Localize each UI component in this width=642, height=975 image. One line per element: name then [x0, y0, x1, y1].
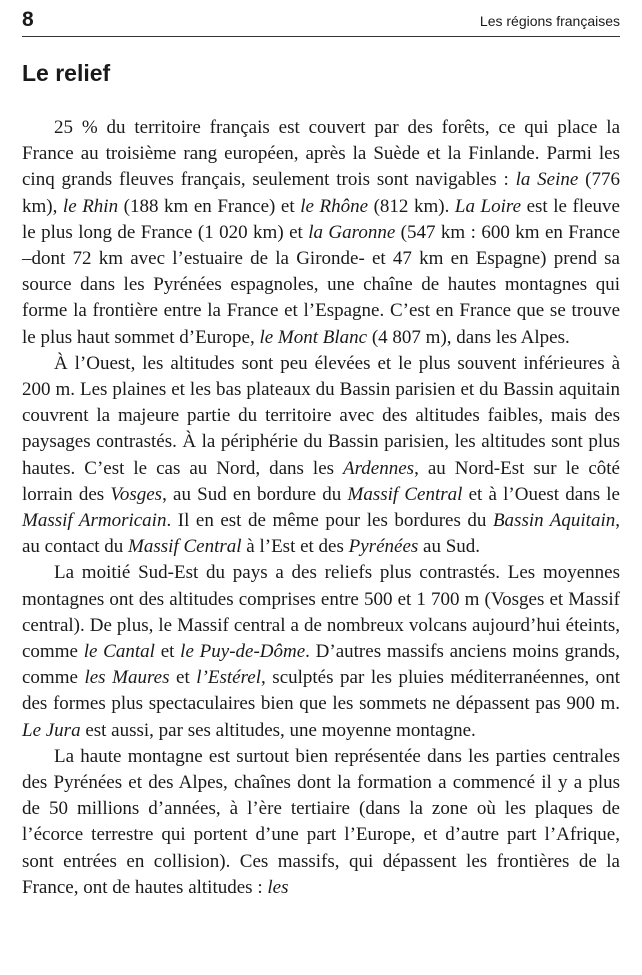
italic-term: le Cantal [83, 641, 155, 663]
italic-term: la Garonne [308, 221, 396, 243]
italic-term: Pyrénées [348, 536, 419, 558]
page-number: 8 [22, 8, 34, 31]
italic-term: Massif Central [128, 536, 242, 558]
text-run: (188 km en France) et [118, 195, 301, 217]
text-run: est le fleuve le plus long de France (1 020 km) et [22, 195, 620, 243]
text-run: , au Nord-Est sur le côté lorrain des [22, 457, 620, 505]
text-run: , au Sud en bordure du [162, 483, 348, 505]
running-header [22, 6, 620, 37]
running-title: Les régions françaises [479, 13, 620, 29]
text-run: et à l’Ouest dans le [462, 483, 620, 505]
text-run: 25 % du territoire français est couvert par des forêts, ce qui place la France au troisième rang européen, après la Suède et la Finlande. Parmi les cinq grands fleuves français, seulement trois sont navigables : [22, 117, 620, 191]
text-run: (4 807 m), dans les Alpes. [367, 326, 570, 348]
text-run: (776 km), [22, 169, 620, 217]
text-run: à l’Est et des [241, 536, 349, 558]
text-run: (812 km). [368, 195, 455, 217]
italic-term: l’Estérel [196, 667, 261, 689]
italic-term: Ardennes [343, 457, 415, 479]
italic-term: Le Jura [22, 719, 81, 741]
italic-term: Massif Armoricain [22, 510, 167, 532]
italic-term: La Loire [454, 195, 522, 217]
text-run: . D’autres massifs anciens moins grands, comme [22, 641, 620, 689]
italic-term: Bassin Aquitain [492, 510, 616, 532]
italic-term: Vosges [110, 483, 163, 505]
text-run: est aussi, par ses altitudes, une moyenne montagne. [80, 719, 476, 741]
italic-term: la Seine [515, 169, 579, 191]
text-run: et [154, 641, 181, 663]
section-title: Le relief [22, 60, 111, 86]
paragraph-3 [22, 560, 620, 743]
text-run: , au contact du [22, 510, 620, 558]
paragraph-4 [22, 744, 620, 901]
text-run: au Sud. [418, 536, 481, 558]
text-run: (547 km : 600 km en France –dont 72 km avec l’estuaire de la Gironde- et 47 km en Espagne) prend sa source dans les Pyrénées espagnoles, une chaîne de hautes montagnes qui forme la frontière entre la France et l’Espagne. C’est en France que se trouve le plus haut sommet d’Europe, [22, 221, 620, 348]
text-run: et [169, 667, 197, 689]
italic-term: le Puy-de-Dôme [180, 641, 306, 663]
italic-term: le Mont Blanc [259, 326, 368, 348]
italic-term: les [267, 876, 289, 898]
text-run: , sculptés par les pluies méditerranéennes, ont des formes plus spectaculaires bien que les sommets ne dépassent pas 900 m. [22, 667, 620, 715]
text-run: À l’Ouest, les altitudes sont peu élevées et le plus souvent inférieures à 200 m. Les plaines et les bas plateaux du Bassin parisien et du Bassin aquitain couvrent la majeure partie du territoire avec des altitudes faibles, mais des paysages contrastés. À la périphérie du Bassin parisien, les altitudes sont plus hautes. C’est le cas au Nord, dans les [22, 352, 620, 479]
paragraph-2 [22, 351, 620, 561]
text-run: La moitié Sud-Est du pays a des reliefs plus contrastés. Les moyennes montagnes ont des altitudes comprises entre 500 et 1 700 m (Vosges et Massif central). De plus, le Massif central a de nombreux volcans aujourd’hui éteints, comme [22, 562, 620, 663]
italic-term: les Maures [84, 667, 170, 689]
text-run: La haute montagne est surtout bien représentée dans les parties centrales des Pyrénées et des Alpes, chaînes dont la formation a commencé il y a plus de 50 millions d’années, à l’ère tertiaire (dans la zone où les plaques de l’écorce terrestre qui portent d’une part l’Europe, et d’autre part l’Afrique, sont entrées en collision). Ces massifs, qui dépassent les frontières de la France, ont de hautes altitudes : [22, 745, 620, 898]
text-run: . Il en est de même pour les bordures du [166, 510, 493, 532]
italic-term: le Rhin [62, 195, 119, 217]
italic-term: Massif Central [347, 483, 463, 505]
body-text [22, 115, 620, 901]
paragraph-1 [22, 115, 620, 351]
italic-term: le Rhône [300, 195, 369, 217]
